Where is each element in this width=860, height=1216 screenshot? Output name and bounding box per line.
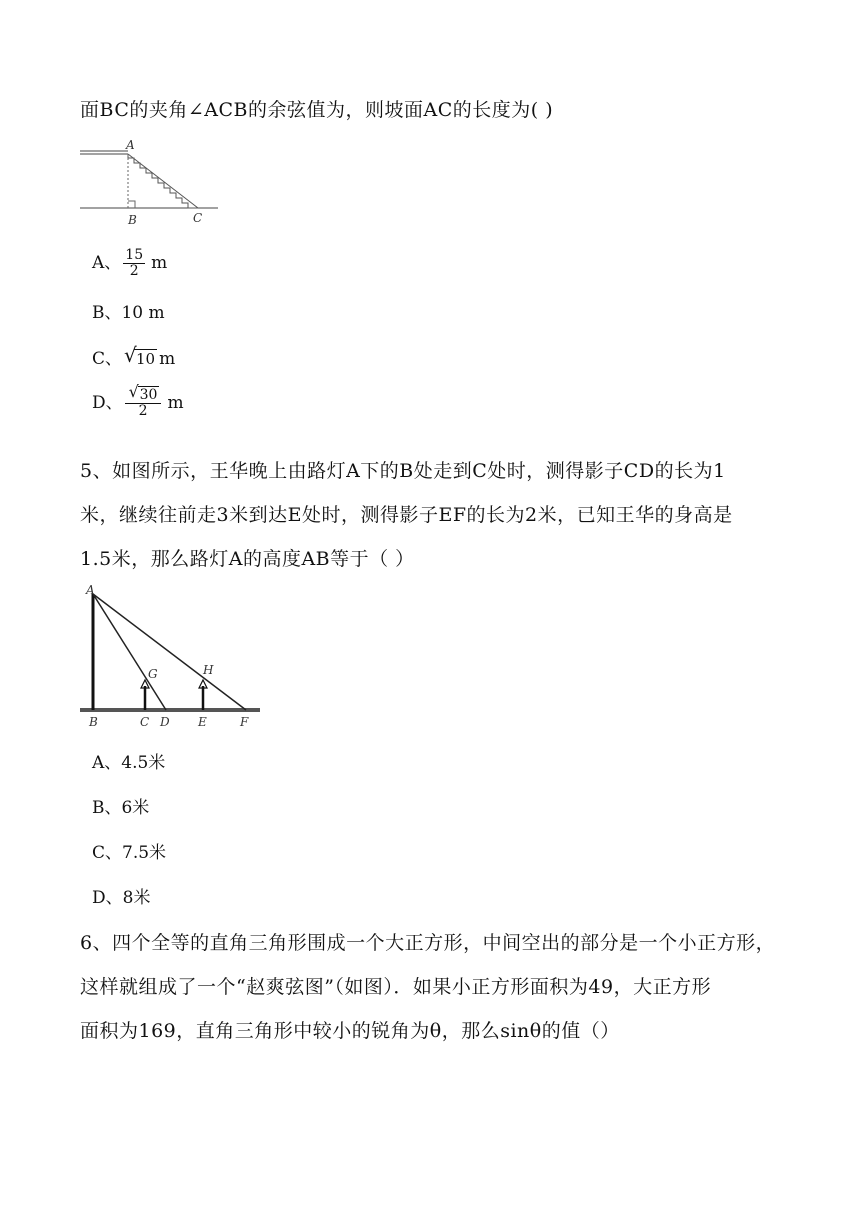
q5-label-h: H <box>203 663 214 677</box>
q6-stem-line-3: 面积为169，直角三角形中较小的锐角为θ，那么sinθ的值（） <box>80 1020 620 1042</box>
q5-option-c: C、7.5米 <box>92 843 167 863</box>
q4-option-c-prefix: C、 <box>92 349 123 369</box>
q4-option-a-prefix: A、 <box>92 253 122 273</box>
q5-label-e: E <box>198 715 207 729</box>
q5-label-f: F <box>240 715 249 729</box>
q4-slope-figure <box>80 138 225 230</box>
q4-option-d <box>92 382 184 419</box>
q4-stem-line: 面BC的夹角∠ACB的余弦值为，则坡面AC的长度为( ) <box>80 99 554 121</box>
q4-option-d-unit: m <box>167 393 184 413</box>
q4-option-d-radicand: 30 <box>139 387 158 404</box>
q6-stem-line-2: 这样就组成了一个“赵爽弦图”（如图）．如果小正方形面积为49，大正方形 <box>80 976 712 998</box>
q4-option-c-sqrt: √ 10 <box>124 343 156 368</box>
q4-option-a-unit: m <box>151 253 168 273</box>
q4-option-a <box>92 248 167 279</box>
q4-option-b: B、10 m <box>92 303 165 323</box>
q4-option-d-prefix: D、 <box>92 393 123 413</box>
q5-label-c: C <box>140 715 150 729</box>
q4-option-a-numerator: 15 <box>125 247 144 264</box>
q5-label-a: A <box>86 583 95 597</box>
q5-label-d: D <box>160 715 170 729</box>
q5-option-b: B、6米 <box>92 798 150 818</box>
q4-option-a-denominator: 2 <box>129 263 139 279</box>
q4-option-c-radicand: 10 <box>136 350 156 368</box>
q4-option-c-unit: m <box>159 349 176 369</box>
q4-option-a-fraction <box>123 248 145 278</box>
q5-option-d: D、8米 <box>92 888 151 908</box>
q4-label-b: B <box>128 213 137 227</box>
q5-stem-line-3: 1.5米，那么路灯A的高度AB等于（ ） <box>80 548 415 570</box>
q4-option-c <box>92 344 175 369</box>
q4-label-a: A <box>126 138 135 152</box>
q4-option-d-denominator: 2 <box>138 403 148 419</box>
q4-label-c: C <box>193 211 203 225</box>
q4-option-d-fraction <box>125 382 162 419</box>
q5-label-g: G <box>148 667 158 681</box>
q5-option-a: A、4.5米 <box>92 753 166 773</box>
q5-stem-line-1: 5、如图所示，王华晚上由路灯A下的B处走到C处时，测得影子CD的长为1 <box>80 460 726 482</box>
q5-stem-line-2: 米，继续往前走3米到达E处时，测得影子EF的长为2米，已知王华的身高是 <box>80 504 733 526</box>
q5-streetlamp-figure <box>80 582 262 732</box>
q6-stem-line-1: 6、四个全等的直角三角形围成一个大正方形，中间空出的部分是一个小正方形， <box>80 932 776 954</box>
q5-label-b: B <box>89 715 98 729</box>
q4-option-d-numerator: √ 30 <box>125 388 162 404</box>
